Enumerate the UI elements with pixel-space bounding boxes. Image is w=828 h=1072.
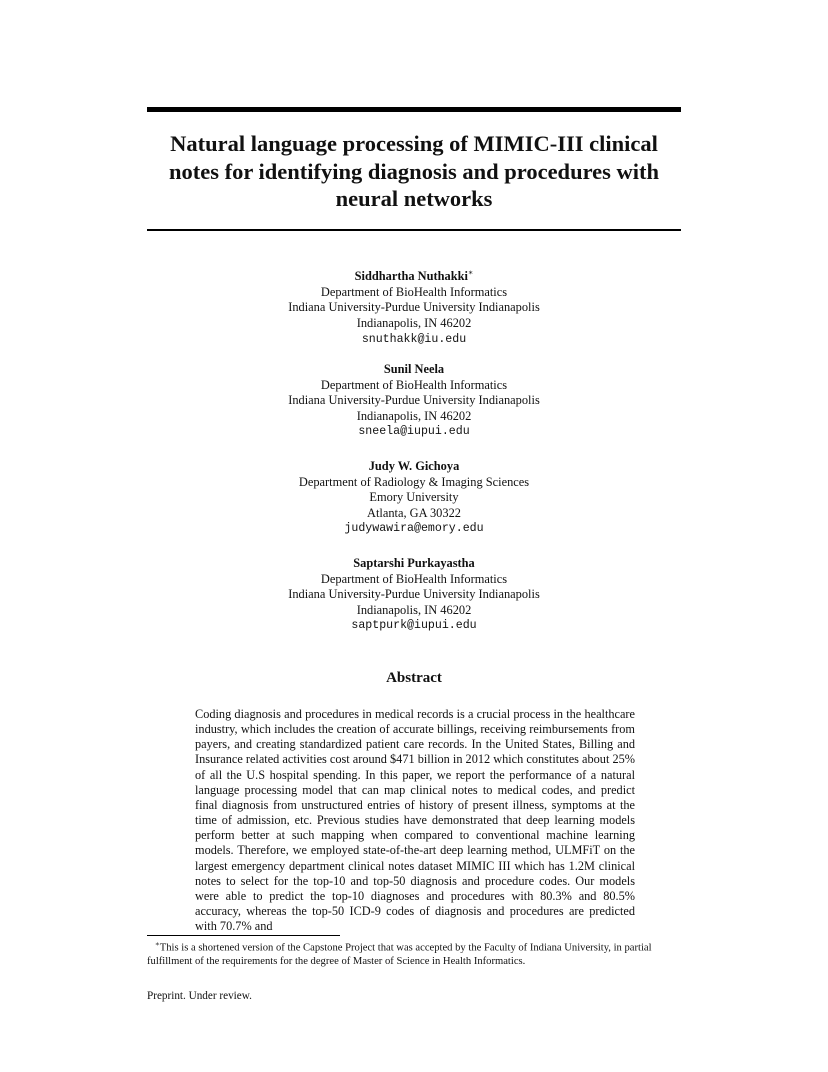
author-institution: Emory University — [369, 490, 459, 505]
abstract-heading: Abstract — [386, 670, 442, 686]
author-email[interactable]: sneela@iupui.edu — [358, 425, 470, 439]
footnote — [147, 938, 687, 969]
author-institution: Indiana University-Purdue University Indianapolis — [288, 300, 540, 315]
author-block — [200, 362, 628, 440]
author-block — [200, 459, 628, 537]
footnote-rule — [147, 935, 340, 936]
author-institution: Indiana University-Purdue University Indianapolis — [288, 393, 540, 408]
abstract-text: Coding diagnosis and procedures in medical records is a crucial process in the healthcare industry, which includes the creation of accurate billings, receiving reimbursements from payers, and creating standardized patient care records. In the United States, Billing and Insurance related activities cost around $471 billion in 2012 which constitutes about 25% of all the U.S hospital spending. In this paper, we report the performance of a natural language processing model that can map clinical notes to medical codes, and predict final diagnosis from unstructured entries of history of present illness, symptoms at the time of admission, etc. Previous studies have demonstrated that deep learning models perform better at such mapping when compared to conventional machine learning models. Therefore, we employed state-of-the-art deep learning method, ULMFiT on the largest emergency department clinical notes dataset MIMIC III which has 1.2M clinical notes to select for the top-10 and top-50 diagnosis and procedure codes. Our models were able to predict the top-10 diagnoses and procedures with 80.3% and 80.5% accuracy, whereas the top-50 ICD-9 codes of diagnosis and procedures are predicted with 70.7% and — [195, 707, 635, 934]
author-email[interactable]: snuthakk@iu.edu — [361, 332, 467, 346]
paper-title: Natural language processing of MIMIC-III clinical notes for identifying diagnosis and procedures with neural networks — [168, 131, 660, 211]
author-footnote-mark: ∗ — [467, 268, 474, 277]
author-department: Department of BioHealth Informatics — [320, 377, 508, 392]
author-location: Indianapolis, IN 46202 — [356, 315, 472, 330]
author-location: Indianapolis, IN 46202 — [356, 602, 472, 617]
author-name: Siddhartha Nuthakki — [354, 269, 468, 284]
author-name: Judy W. Gichoya — [368, 459, 460, 473]
title-bottom-rule — [147, 229, 681, 231]
footnote-mark: ∗ — [155, 940, 160, 948]
author-block — [200, 556, 628, 634]
author-institution: Indiana University-Purdue University Indianapolis — [288, 587, 540, 602]
author-department: Department of Radiology & Imaging Sciences — [298, 474, 530, 489]
author-email[interactable]: judywawira@emory.edu — [344, 522, 484, 536]
author-name: Sunil Neela — [383, 362, 445, 376]
author-name: Saptarshi Purkayastha — [353, 556, 475, 570]
author-block — [200, 265, 628, 347]
title-top-rule — [147, 107, 681, 112]
preprint-note: Preprint. Under review. — [147, 990, 252, 1002]
author-location: Atlanta, GA 30322 — [367, 505, 461, 520]
footnote-text: This is a shortened version of the Capstone Project that was accepted by the Faculty of Indiana University, in partial fulfillment of the requirements for the degree of Master of Science in Health Informatics. — [147, 942, 652, 968]
author-department: Department of BioHealth Informatics — [320, 571, 508, 586]
author-department: Department of BioHealth Informatics — [320, 284, 508, 299]
author-email[interactable]: saptpurk@iupui.edu — [351, 619, 477, 633]
author-location: Indianapolis, IN 46202 — [356, 408, 472, 423]
